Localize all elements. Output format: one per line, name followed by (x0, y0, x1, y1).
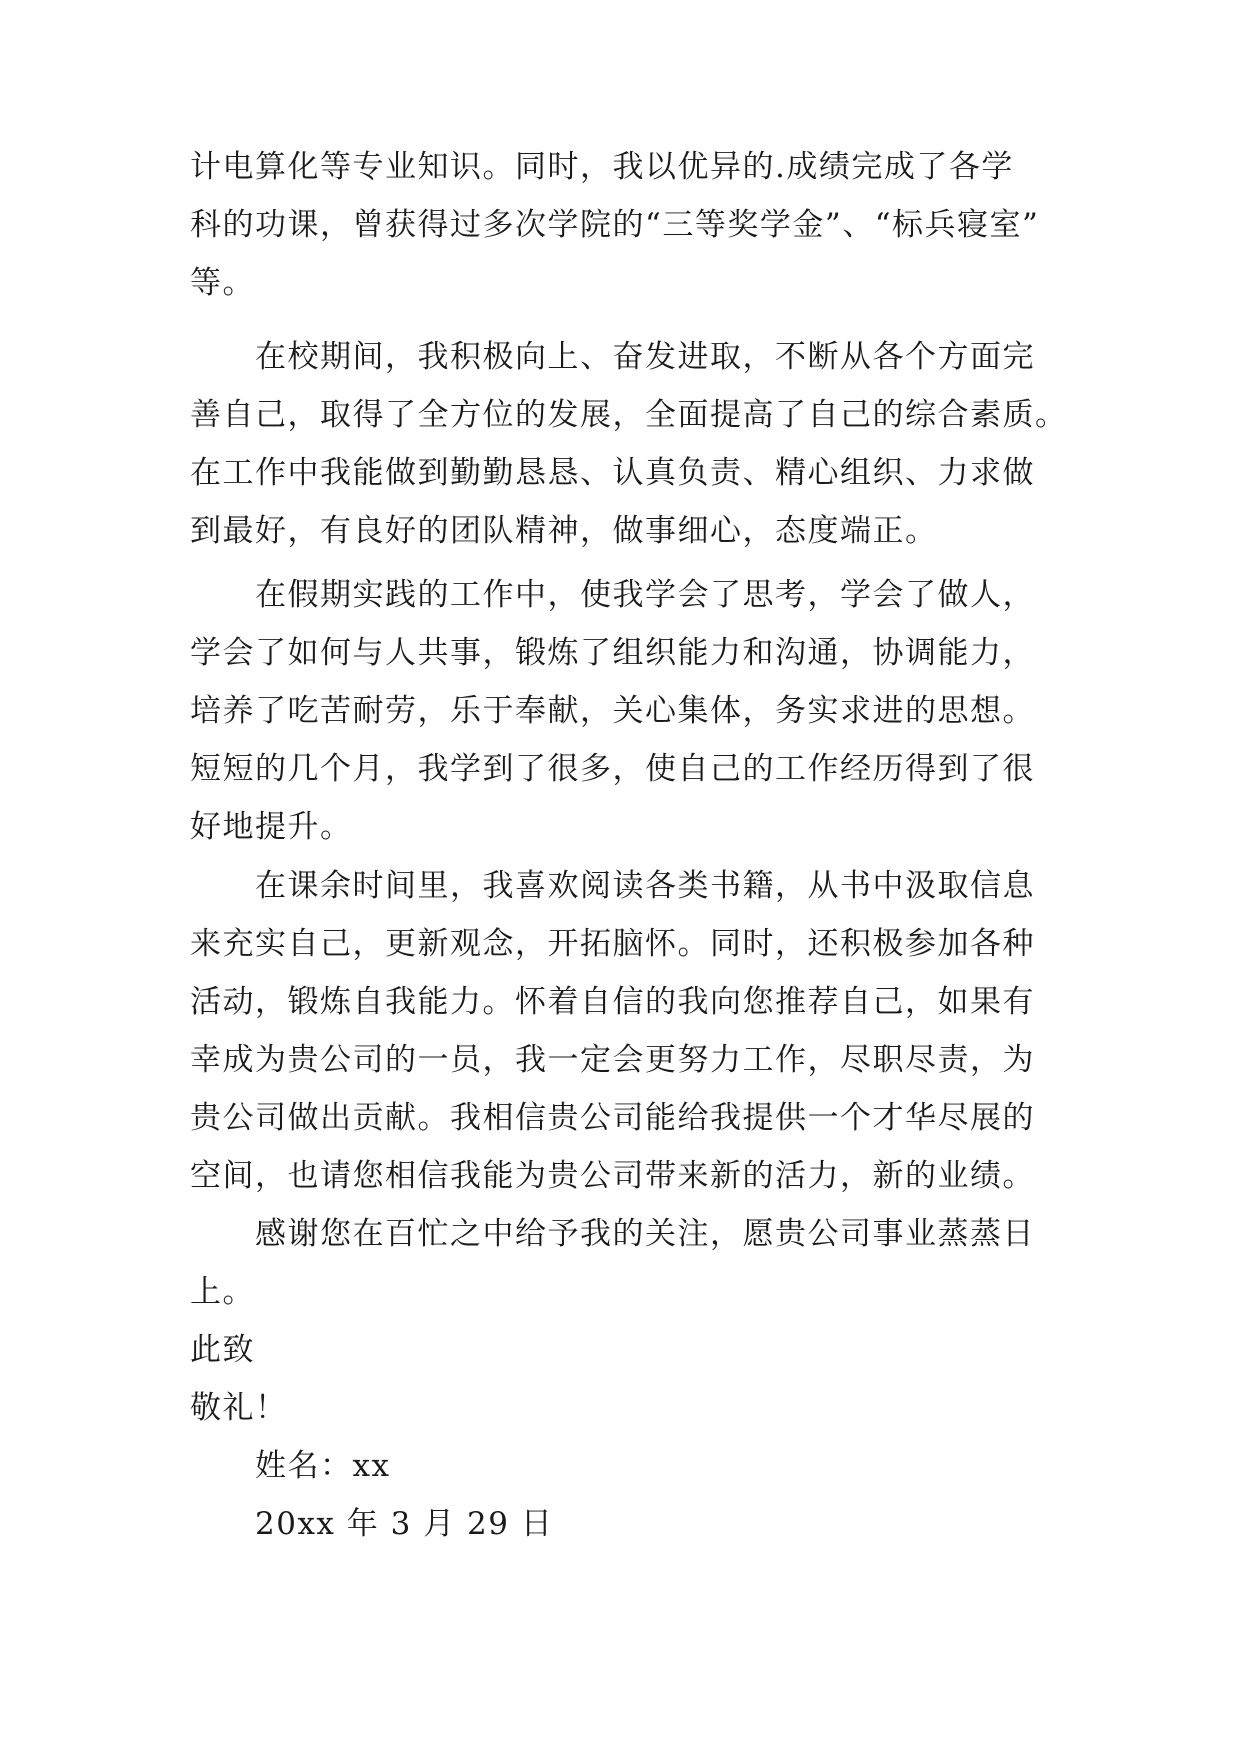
paragraph-start-line: 在假期实践的工作中，使我学会了思考，学会了做人， (255, 577, 1035, 613)
salutation-cizhi: 此致 (190, 1332, 255, 1368)
text-line: 科的功课，曾获得过多次学院的“三等奖学金”、“标兵寝室” (190, 207, 1040, 243)
signature-name: 姓名：xx (255, 1448, 391, 1484)
paragraph-start-line: 在课余时间里，我喜欢阅读各类书籍，从书中汲取信息 (255, 868, 1035, 904)
text-line: 活动，锻炼自我能力。怀着自信的我向您推荐自己，如果有 (190, 984, 1035, 1020)
text-line: 学会了如何与人共事，锻炼了组织能力和沟通，协调能力， (190, 635, 1035, 671)
text-line: 短短的几个月，我学到了很多，使自己的工作经历得到了很 (190, 751, 1035, 787)
text-line: 等。 (190, 265, 255, 301)
text-line: 上。 (190, 1274, 255, 1310)
text-line: 培养了吃苦耐劳，乐于奉献，关心集体，务实求进的思想。 (190, 693, 1035, 729)
text-line: 来充实自己，更新观念，开拓脑怀。同时，还积极参加各种 (190, 926, 1035, 962)
text-line: 在工作中我能做到勤勤恳恳、认真负责、精心组织、力求做 (190, 455, 1035, 491)
text-line: 善自己，取得了全方位的发展，全面提高了自己的综合素质。 (190, 397, 1068, 433)
text-line: 贵公司做出贡献。我相信贵公司能给我提供一个才华尽展的 (190, 1100, 1035, 1136)
text-line: 幸成为贵公司的一员，我一定会更努力工作，尽职尽责，为 (190, 1042, 1035, 1078)
text-line: 空间，也请您相信我能为贵公司带来新的活力，新的业绩。 (190, 1158, 1035, 1194)
text-line: 好地提升。 (190, 809, 353, 845)
text-line: 计电算化等专业知识。同时，我以优异的.成绩完成了各学 (190, 149, 1014, 185)
text-line: 到最好，有良好的团队精神，做事细心，态度端正。 (190, 513, 938, 549)
signature-date: 20xx 年 3 月 29 日 (255, 1506, 554, 1542)
closing-thanks-line: 感谢您在百忙之中给予我的关注，愿贵公司事业蒸蒸日 (255, 1216, 1035, 1252)
salutation-jingli: 敬礼！ (190, 1390, 288, 1426)
paragraph-start-line: 在校期间，我积极向上、奋发进取，不断从各个方面完 (255, 339, 1035, 375)
